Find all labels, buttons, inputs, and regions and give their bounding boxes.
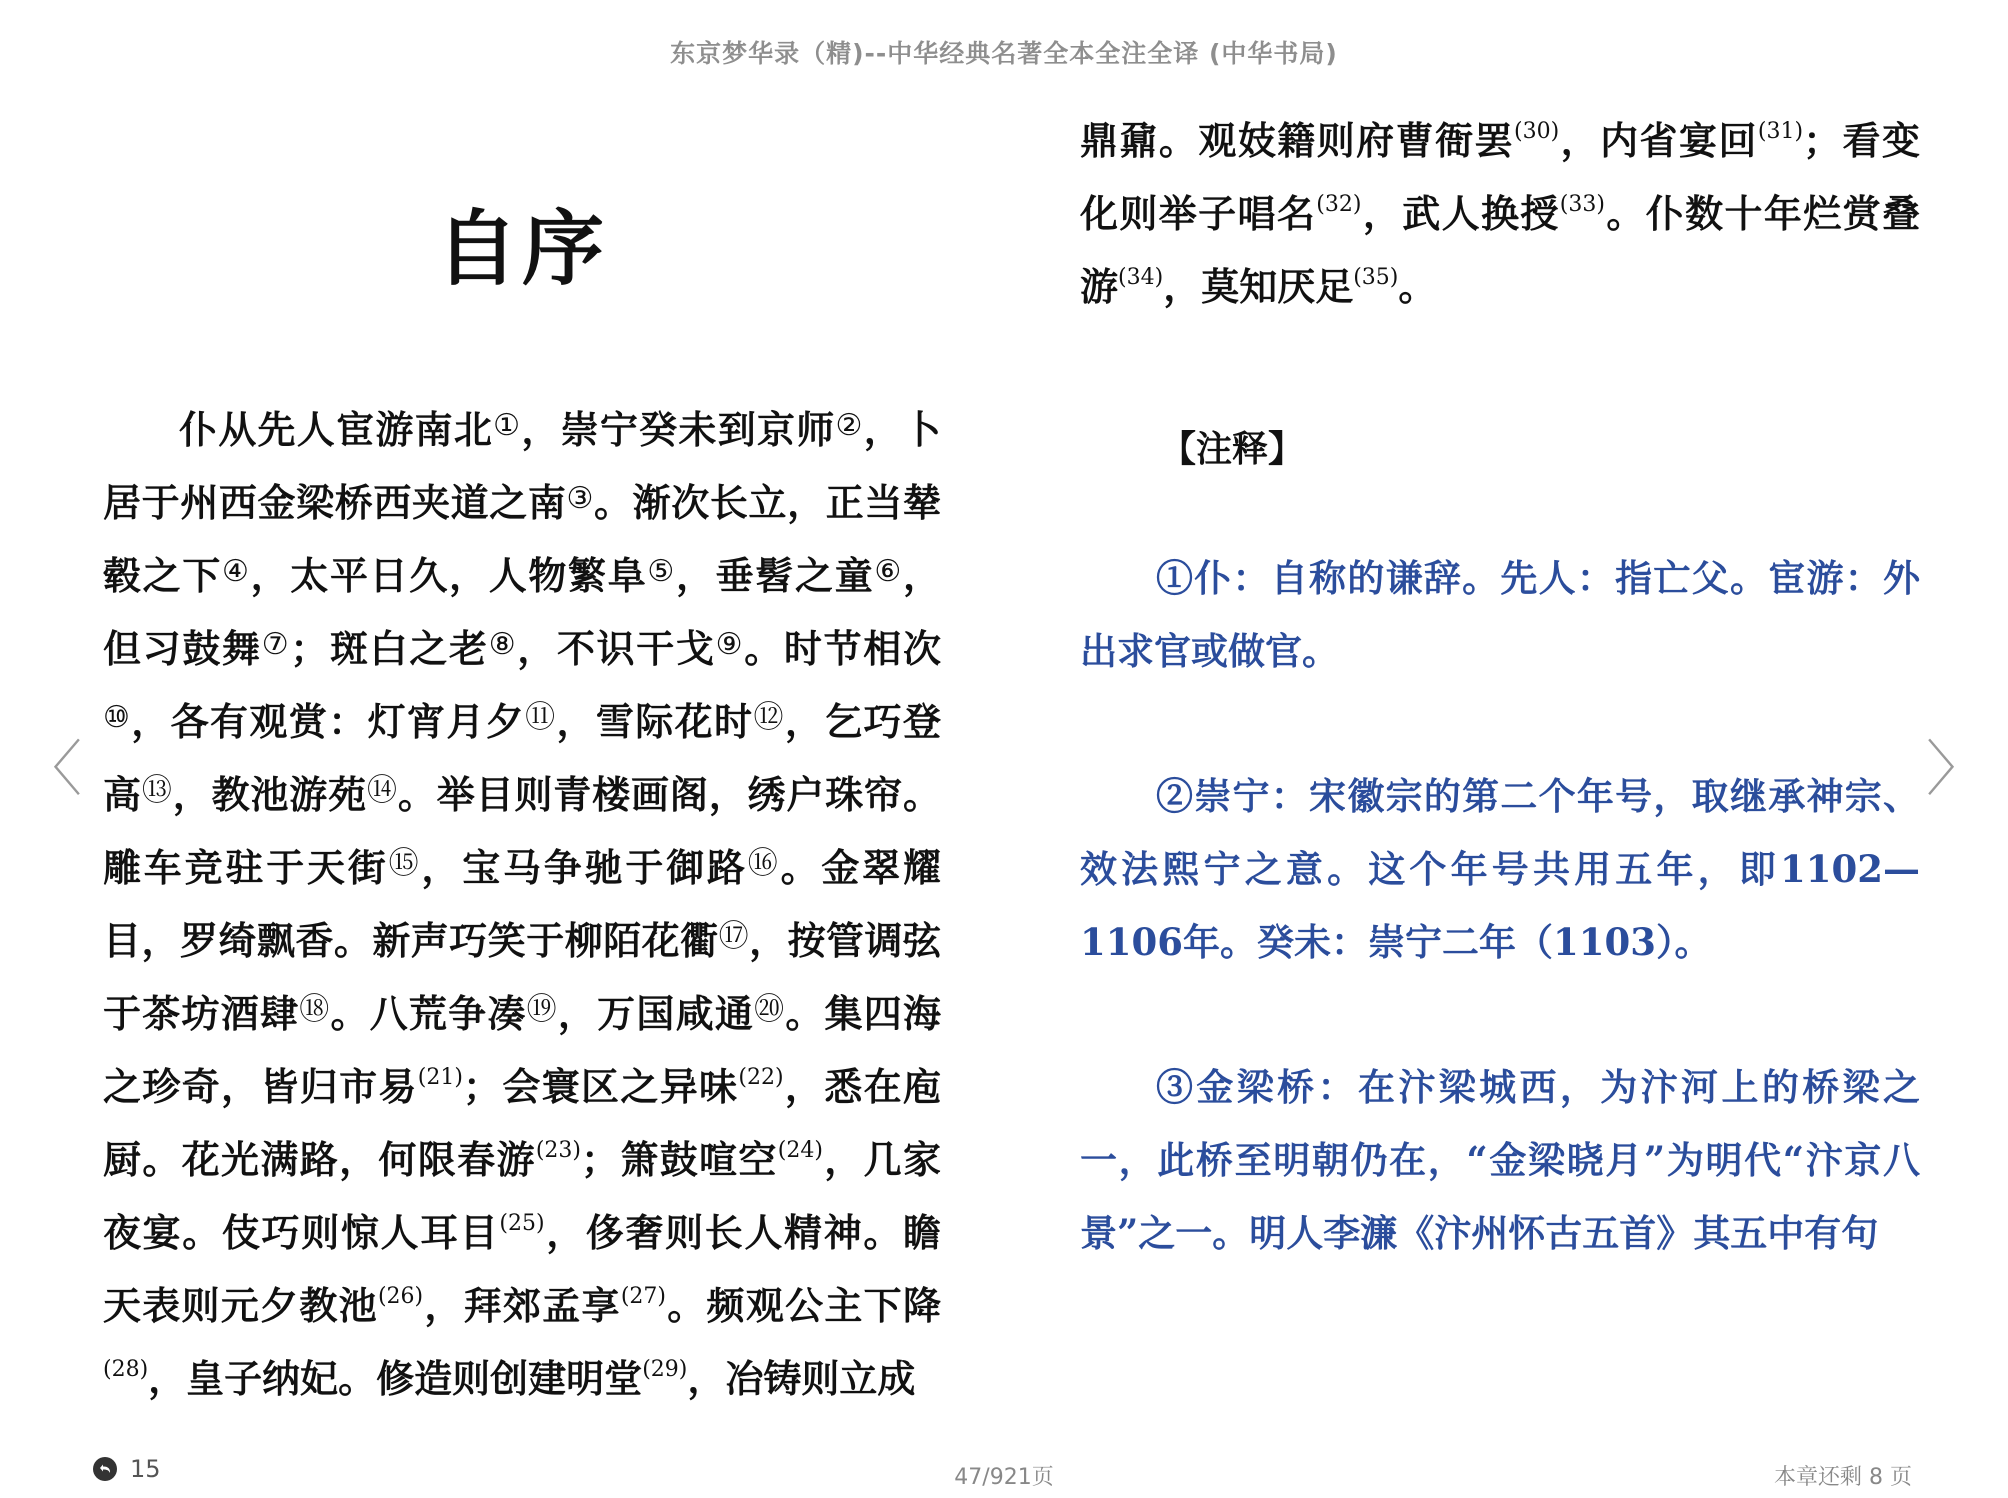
previous-page-arrow[interactable]: 〈	[22, 735, 82, 805]
body-text-segment: ，皇子纳妃。修造则创建明堂	[148, 1356, 643, 1401]
footnote-marker[interactable]: ⑤	[647, 554, 676, 589]
body-text-segment: ；斑白之老	[290, 626, 489, 671]
body-text-segment: ，内省宴回	[1559, 118, 1758, 163]
body-text-segment: ；箫鼓喧空	[581, 1137, 778, 1182]
footnote-marker[interactable]: (31)	[1757, 119, 1804, 144]
notes-heading: 【注释】	[1160, 428, 1305, 470]
book-title: 东京梦华录（精)--中华经典名著全本全注全译 (中华书局)	[670, 39, 1338, 68]
body-text-segment: ，卜居于州西金梁桥西夹道之南	[103, 407, 941, 525]
footnote-marker[interactable]: ⑬	[141, 773, 173, 808]
footnote-marker[interactable]: (34)	[1118, 265, 1164, 290]
body-text-segment: ；看变化则举子唱名	[1080, 118, 1920, 236]
footnote-marker[interactable]: (24)	[777, 1138, 823, 1163]
footnote-marker[interactable]: ⑨	[715, 627, 745, 662]
footnote-marker[interactable]: (32)	[1316, 192, 1362, 217]
body-text-segment: 。集四海之珍奇，皆归市易	[103, 991, 942, 1109]
body-text-segment: 。举目则青楼画阁，绣户珠帘。雕车竞驻于天街	[103, 772, 941, 890]
body-text-segment: ，按管调弦于茶坊酒肆	[103, 918, 941, 1036]
footnote-marker[interactable]: ⑯	[747, 846, 781, 881]
body-text-segment: 。八荒争凑	[330, 991, 527, 1036]
body-paragraph	[103, 393, 941, 1415]
right-page-column	[1080, 108, 1920, 1342]
footnote-marker[interactable]: ⑪	[525, 700, 557, 735]
body-text-segment: ，崇宁癸未到京师	[521, 407, 836, 452]
chapter-remaining-pages: 本章还剩 8 页	[1774, 1465, 1912, 1490]
footnote-marker[interactable]: (26)	[377, 1284, 424, 1309]
footnote-marker[interactable]: ⑳	[754, 992, 786, 1027]
footnote-marker[interactable]: ⑮	[388, 846, 422, 881]
body-text-segment: ，万国咸通	[557, 991, 755, 1036]
annotation-note: ②崇宁：宋徽宗的第二个年号，取继承神宗、效法熙宁之意。这个年号共用五年，即1102—1106年。癸未：崇宁二年（1103）。	[1080, 774, 1920, 964]
footnote-marker[interactable]: (35)	[1353, 265, 1399, 290]
body-text-segment: ，宝马争驰于御路	[421, 845, 748, 890]
body-paragraph-continued	[1080, 104, 1920, 323]
footnote-marker[interactable]: (27)	[620, 1284, 666, 1309]
footnote-marker[interactable]: (33)	[1559, 192, 1605, 217]
body-text-segment: 。金翠耀目，罗绮飘香。新声巧笑于柳陌花衢	[103, 845, 942, 963]
body-text-segment: ；会寰区之异味	[462, 1064, 739, 1109]
body-text-segment: ，雪际花时	[556, 699, 754, 744]
body-text-segment: ，侈奢则长人精神。瞻天表则元夕教池	[103, 1210, 941, 1328]
back-count: 15	[130, 1455, 161, 1483]
next-page-arrow[interactable]: 〉	[1926, 735, 1986, 805]
footnote-marker[interactable]: (28)	[103, 1357, 149, 1382]
body-text-segment: 。时节相次	[744, 626, 941, 671]
chapter-title: 自序	[435, 201, 608, 297]
footnote-marker[interactable]: ⑦	[261, 627, 291, 662]
footnote-marker[interactable]: ⑥	[874, 554, 903, 589]
footnote-marker[interactable]: ④	[222, 554, 251, 589]
body-text-segment: ，垂髫之童	[675, 553, 875, 598]
footnote-marker[interactable]: ⑲	[526, 992, 558, 1027]
footnote-marker[interactable]: ⑫	[753, 700, 785, 735]
body-text-segment: 仆从先人宦游南北	[179, 407, 494, 452]
body-text-segment: 。频观公主下降	[666, 1283, 941, 1328]
body-text-segment: ，不识干戈	[517, 626, 716, 671]
page-indicator: 47/921页	[954, 1465, 1054, 1490]
footnote-marker[interactable]: (30)	[1514, 119, 1560, 144]
body-text-segment: 。仆数十年烂赏叠游	[1080, 191, 1920, 309]
body-text-segment: ，莫知厌足	[1163, 264, 1354, 309]
footnote-marker[interactable]: ③	[566, 481, 594, 516]
body-text-segment: ，拜郊孟享	[423, 1283, 621, 1328]
footnote-marker[interactable]: ⑱	[299, 992, 331, 1027]
footnote-marker[interactable]: (21)	[417, 1065, 463, 1090]
body-text-segment: ，乞巧登高	[103, 699, 941, 817]
body-text-segment: ，几家夜宴。伎巧则惊人耳目	[103, 1137, 941, 1255]
footnote-marker[interactable]: ②	[835, 408, 864, 443]
footnote-marker[interactable]: (22)	[738, 1065, 784, 1090]
annotation-note: ①仆：自称的谦辞。先人：指亡父。宦游：外出求官或做官。	[1080, 556, 1920, 673]
body-text-segment: ，教池游苑	[172, 772, 367, 817]
body-text-segment: 。	[1398, 264, 1437, 309]
footnote-marker[interactable]: ⑧	[488, 627, 518, 662]
footnote-marker[interactable]: (25)	[499, 1211, 545, 1236]
body-text-segment: ，但习鼓舞	[103, 553, 941, 671]
body-text-segment: ，冶铸则立成	[687, 1356, 916, 1401]
body-text-segment: 鼎鼐。观妓籍则府曹衙罢	[1080, 118, 1514, 163]
annotation-note: ③金梁桥：在汴梁城西，为汴河上的桥梁之一，此桥至明朝仍在，“金梁晓月”为明代“汴京八景”之一。明人李濂《汴州怀古五首》其五中有句	[1080, 1065, 1920, 1255]
body-text-segment: 。渐次长立，正当辇毂之下	[103, 480, 941, 598]
footnote-marker[interactable]: ⑭	[367, 773, 398, 808]
footnote-marker[interactable]: (29)	[642, 1357, 688, 1382]
left-page-column	[103, 108, 941, 1415]
footnote-marker[interactable]: ⑰	[718, 919, 750, 954]
body-text-segment: ，武人换授	[1361, 191, 1560, 236]
footnote-marker[interactable]: (23)	[535, 1138, 581, 1163]
footnote-marker[interactable]: ⑩	[103, 700, 132, 735]
notes-list	[1080, 542, 1920, 1270]
body-text-segment: ，太平日久，人物繁阜	[250, 553, 648, 598]
body-text-segment: ，各有观赏：灯宵月夕	[131, 699, 526, 744]
body-text-segment: ，悉在庖厨。花光满路，何限春游	[103, 1064, 941, 1182]
footnote-marker[interactable]: ①	[493, 408, 522, 443]
